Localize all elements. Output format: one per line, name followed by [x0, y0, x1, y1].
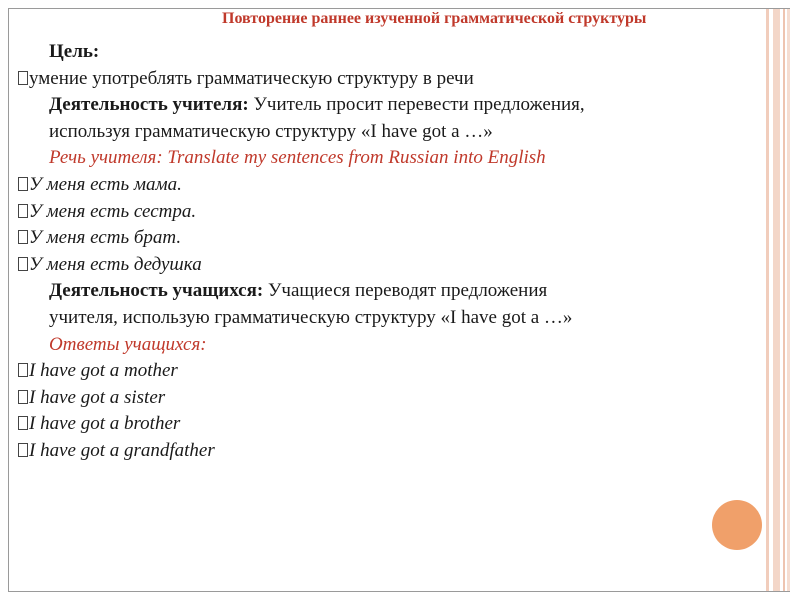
students-activity-label: Деятельность учащихся:	[49, 280, 264, 302]
students-answers-line	[18, 332, 708, 359]
decorative-stripes	[766, 9, 790, 591]
teacher-activity-line1	[18, 92, 708, 119]
russian-sentence: У меня есть мама.	[29, 173, 182, 195]
english-sentence: I have got a mother	[29, 360, 178, 382]
bullet-icon	[18, 390, 28, 404]
students-activity-text1: Учащиеся переводят предложения	[263, 280, 548, 302]
russian-sentence: У меня есть брат.	[29, 227, 182, 249]
goal-bullet	[18, 66, 708, 93]
students-answers-label: Ответы учащихся:	[49, 333, 207, 355]
english-sentence-item	[18, 438, 708, 465]
stripe	[783, 9, 785, 591]
decorative-circle	[712, 500, 762, 550]
russian-sentence-item	[18, 252, 708, 279]
teacher-activity-line2	[18, 119, 708, 146]
slide-content	[18, 39, 708, 465]
teacher-activity-text1: Учитель просит перевести предложения,	[248, 94, 585, 116]
goal-text: умение употреблять грамматическую структуру в речи	[29, 67, 474, 89]
students-activity-line2	[18, 305, 708, 332]
english-sentence-item	[18, 411, 708, 438]
slide-title: Повторение раннее изученной грамматической структуры	[222, 10, 647, 27]
stripe	[787, 9, 790, 591]
bullet-icon	[18, 257, 28, 271]
english-sentence-item	[18, 358, 708, 385]
bullet-icon	[18, 363, 28, 377]
bullet-icon	[18, 204, 28, 218]
bullet-icon	[18, 416, 28, 430]
students-activity-text2: учителя, использую грамматическую структуру «I have got a …»	[49, 306, 573, 328]
teacher-activity-text2: используя грамматическую структуру «I have got a …»	[49, 120, 493, 142]
stripe	[766, 9, 769, 591]
teacher-activity-label: Деятельность учителя:	[49, 94, 249, 116]
russian-sentence-item	[18, 225, 708, 252]
teacher-speech-line	[18, 145, 708, 172]
stripe	[773, 9, 780, 591]
bullet-icon	[18, 230, 28, 244]
teacher-speech: Речь учителя: Translate my sentences from Russian into English	[49, 147, 546, 169]
russian-sentence: У меня есть дедушка	[29, 253, 202, 275]
english-sentence: I have got a brother	[29, 413, 181, 435]
bullet-icon	[18, 443, 28, 457]
goal-label: Цель:	[49, 41, 100, 62]
russian-sentence: У меня есть сестра.	[29, 200, 197, 222]
english-sentence: I have got a sister	[29, 386, 166, 408]
english-sentence-item	[18, 385, 708, 412]
russian-sentence-item	[18, 199, 708, 226]
bullet-icon	[18, 177, 28, 191]
goal-heading-line	[18, 39, 708, 66]
students-activity-line1	[18, 278, 708, 305]
bullet-icon	[18, 71, 28, 85]
english-sentence: I have got a grandfather	[29, 439, 215, 461]
russian-sentence-item	[18, 172, 708, 199]
